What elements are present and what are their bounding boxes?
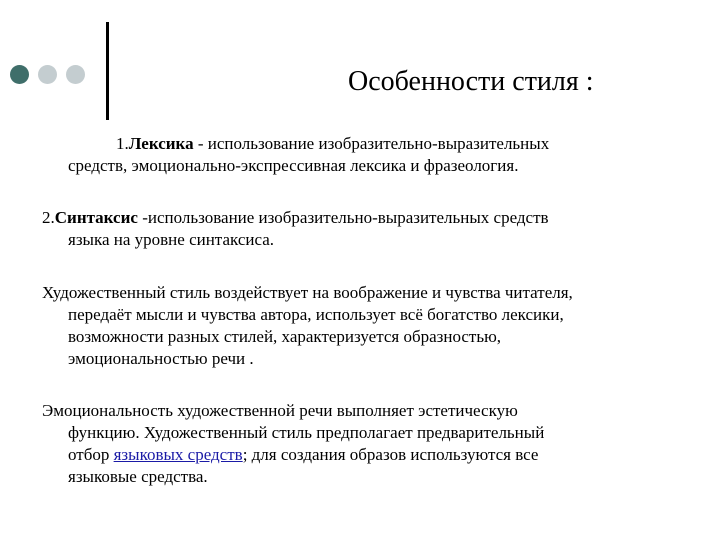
term-syntax: Синтаксис — [54, 208, 138, 227]
definition-text: - использование изобразительно-выразительных — [193, 134, 550, 153]
paragraph-line — [42, 207, 549, 229]
vertical-divider — [106, 22, 109, 120]
language-means-link[interactable]: языковых средств — [113, 445, 243, 464]
paragraph-emotionality — [42, 400, 544, 488]
item-number: 1. — [116, 134, 129, 153]
paragraph-line — [42, 444, 544, 466]
paragraph-art-style — [42, 282, 573, 370]
paragraph-line: Эмоциональность художественной речи выполняет эстетическую — [42, 401, 518, 420]
paragraph-line — [42, 133, 549, 155]
definition-text: -использование изобразительно-выразительных средств — [137, 208, 549, 227]
text-segment: ; для создания образов используются все — [242, 445, 539, 464]
term-lexicon: Лексика — [128, 134, 194, 153]
dark-teal-dot — [10, 65, 29, 84]
paragraph-line: языка на уровне синтаксиса. — [68, 230, 275, 249]
paragraph-line: функцию. Художественный стиль предполагает предварительный — [68, 423, 545, 442]
paragraph-line: Художественный стиль воздействует на воображение и чувства читателя, — [42, 283, 573, 302]
slide-decoration-dots — [10, 65, 95, 85]
slide-title: Особенности стиля : — [348, 66, 594, 97]
paragraph-line: средств, эмоционально-экспрессивная лексика и фразеология. — [68, 156, 519, 175]
paragraph-line: передаёт мысли и чувства автора, использует всё богатство лексики, — [68, 305, 564, 324]
paragraph-lexicon — [42, 133, 549, 177]
text-segment: отбор — [68, 445, 114, 464]
light-gray-dot — [38, 65, 57, 84]
paragraph-line: эмоциональностью речи . — [68, 349, 254, 368]
light-gray-dot — [66, 65, 85, 84]
item-number: 2. — [42, 208, 55, 227]
paragraph-line: языковые средства. — [68, 467, 208, 486]
paragraph-syntax — [42, 207, 549, 251]
paragraph-line: возможности разных стилей, характеризуется образностью, — [68, 327, 502, 346]
